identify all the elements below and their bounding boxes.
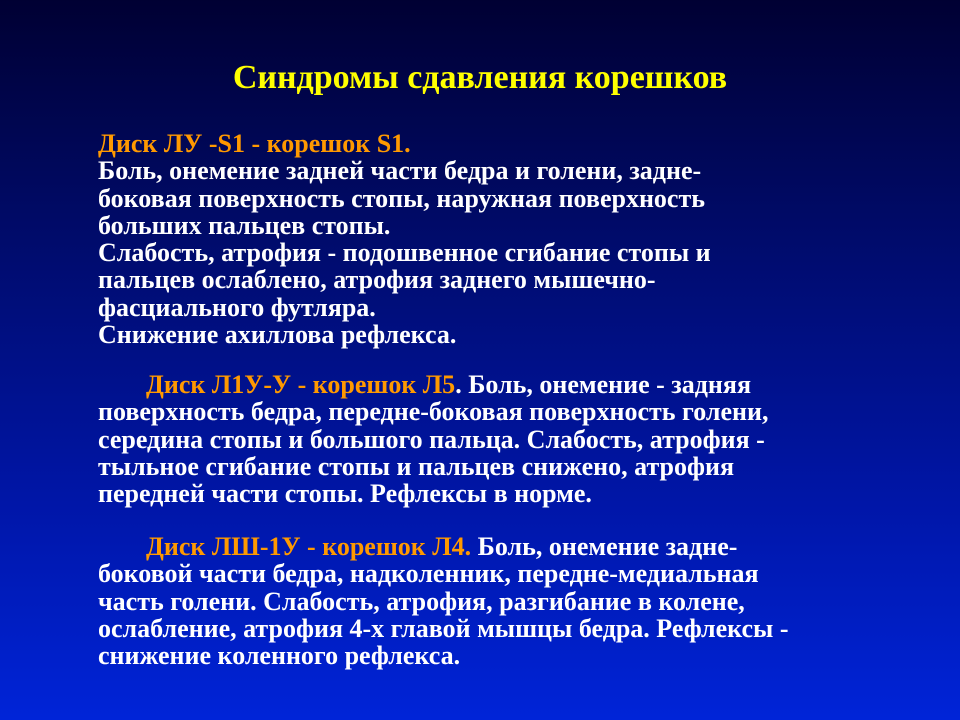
body-line: Слабость, атрофия - подошвенное сгибание стопы и (98, 238, 711, 268)
body-line: часть голени. Слабость, атрофия, разгибание в колене, (98, 586, 745, 616)
body-line: фасциального футляра. (98, 292, 376, 322)
body-text: Боль, онемение задне- (471, 532, 738, 561)
body-line: пальцев ослаблено, атрофия заднего мышечно- (98, 265, 656, 295)
slide-title: Синдромы сдавления корешков (232, 59, 728, 96)
body-line: поверхность бедра, передне-боковая поверхность голени, (98, 397, 769, 427)
body-line: больших пальцев стопы. (98, 210, 391, 240)
first-line (98, 371, 948, 398)
section-heading: Диск ЛШ-1У - корешок Л4. (146, 532, 472, 561)
section-heading: Диск ЛУ -S1 - корешок S1. (98, 129, 411, 158)
section-disc-l3-l4 (98, 533, 948, 669)
body-line: снижение коленного рефлекса. (98, 641, 461, 671)
body-text: . Боль, онемение - задняя (455, 370, 752, 399)
body-line: передней части стопы. Рефлексы в норме. (98, 479, 592, 509)
section-disc-l5-s1 (98, 130, 948, 348)
body-line: ослабление, атрофия 4-х главой мышцы бедра. Рефлексы - (98, 613, 789, 643)
first-line (98, 533, 948, 560)
body-line: середина стопы и большого пальца. Слабость, атрофия - (98, 424, 765, 454)
section-heading: Диск Л1У-У - корешок Л5 (146, 370, 456, 399)
body-line: боковой части бедра, надколенник, передне-медиальная (98, 559, 759, 589)
body-line: тыльное сгибание стопы и пальцев снижено, атрофия (98, 451, 735, 481)
section-disc-l4-l5 (98, 371, 948, 507)
body-line: боковая поверхность стопы, наружная поверхность (98, 183, 705, 213)
body-line: Боль, онемение задней части бедра и голени, задне- (98, 156, 702, 186)
body-line: Снижение ахиллова рефлекса. (98, 320, 457, 350)
